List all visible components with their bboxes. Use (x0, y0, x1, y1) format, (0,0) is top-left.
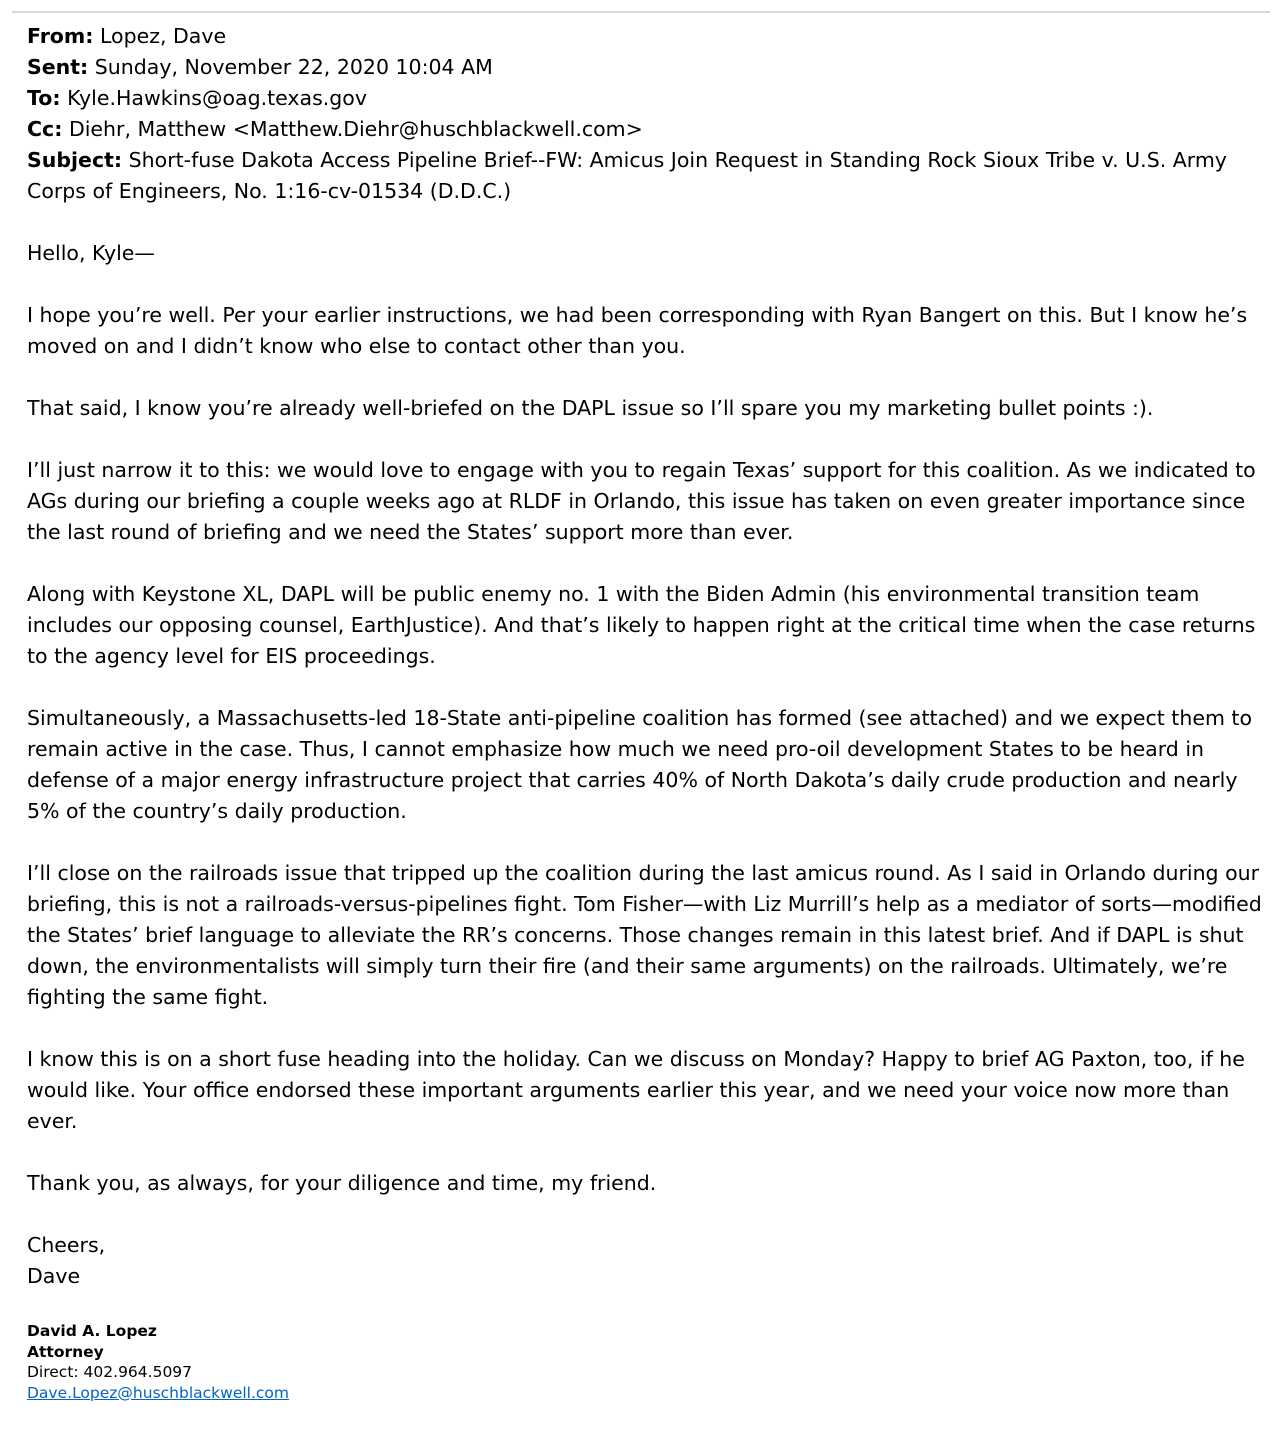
sent-value: Sunday, November 22, 2020 10:04 AM (94, 55, 493, 79)
email-message (27, 21, 1267, 1403)
top-divider (12, 11, 1270, 13)
cc-value: Diehr, Matthew <Matthew.Diehr@huschblackwell.com> (68, 117, 643, 141)
to-value: Kyle.Hawkins@oag.texas.gov (67, 86, 367, 110)
body-paragraph: I’ll close on the railroads issue that tripped up the coalition during the last amicus round. As I said in Orlando during our briefing, this is not a railroads-versus-pipelines fight. Tom Fisher—with Liz Murrill’s help as a mediator of sorts—modified the States’ brief language to alleviate the RR’s concerns. Those changes remain in this latest brief. And if DAPL is shut down, the environmentalists will simply turn their fire (and their same arguments) on the railroads. Ultimately, we’re fighting the same fight. (27, 861, 1262, 1009)
closing-block (27, 1230, 1267, 1292)
body-paragraph: I’ll just narrow it to this: we would love to engage with you to regain Texas’ support for this coalition. As we indicated to AGs during our briefing a couple weeks ago at RLDF in Orlando, this issue has taken on even greater importance since the last round of briefing and we need the States’ support more than ever. (27, 458, 1256, 544)
from-line (27, 21, 1267, 52)
signature-title: Attorney (27, 1342, 104, 1361)
sender-first-name: Dave (27, 1264, 81, 1288)
cc-label: Cc: (27, 117, 63, 141)
body-paragraph: Thank you, as always, for your diligence and time, my friend. (27, 1171, 657, 1195)
body-paragraph: That said, I know you’re already well-briefed on the DAPL issue so I’ll spare you my marketing bullet points :). (27, 396, 1154, 420)
body-paragraph: I know this is on a short fuse heading into the holiday. Can we discuss on Monday? Happy to brief AG Paxton, too, if he would like. Your office endorsed these important arguments earlier this year, and we need your voice now more than ever. (27, 1047, 1245, 1133)
sent-line (27, 52, 1267, 83)
from-value: Lopez, Dave (99, 24, 227, 48)
to-label: To: (27, 86, 61, 110)
from-label: From: (27, 24, 94, 48)
signature-email-link[interactable]: Dave.Lopez@huschblackwell.com (27, 1383, 289, 1402)
body-paragraph: I hope you’re well. Per your earlier instructions, we had been corresponding with Ryan Bangert on this. But I know he’s moved on and I didn’t know who else to contact other than you. (27, 303, 1248, 358)
to-line (27, 83, 1267, 114)
cc-line (27, 114, 1267, 145)
subject-line (27, 145, 1267, 207)
subject-value: Short-fuse Dakota Access Pipeline Brief--FW: Amicus Join Request in Standing Rock Sioux Tribe v. U.S. Army Corps of Engineers, No. 1:16-cv-01534 (D.D.C.) (27, 148, 1227, 203)
email-signature (27, 1321, 1267, 1403)
body-paragraph: Simultaneously, a Massachusetts-led 18-State anti-pipeline coalition has formed (see attached) and we expect them to remain active in the case. Thus, I cannot emphasize how much we need pro-oil development States to be heard in defense of a major energy infrastructure project that carries 40% of North Dakota’s daily crude production and nearly 5% of the country’s daily production. (27, 706, 1253, 823)
sign-off: Cheers, (27, 1233, 106, 1257)
signature-name: David A. Lopez (27, 1322, 157, 1340)
sent-label: Sent: (27, 55, 89, 79)
signature-direct-phone: Direct: 402.964.5097 (27, 1363, 193, 1381)
subject-label: Subject: (27, 148, 123, 172)
greeting: Hello, Kyle— (27, 241, 155, 265)
body-paragraph: Along with Keystone XL, DAPL will be public enemy no. 1 with the Biden Admin (his environmental transition team includes our opposing counsel, EarthJustice). And that’s likely to happen right at the critical time when the case returns to the agency level for EIS proceedings. (27, 582, 1256, 668)
